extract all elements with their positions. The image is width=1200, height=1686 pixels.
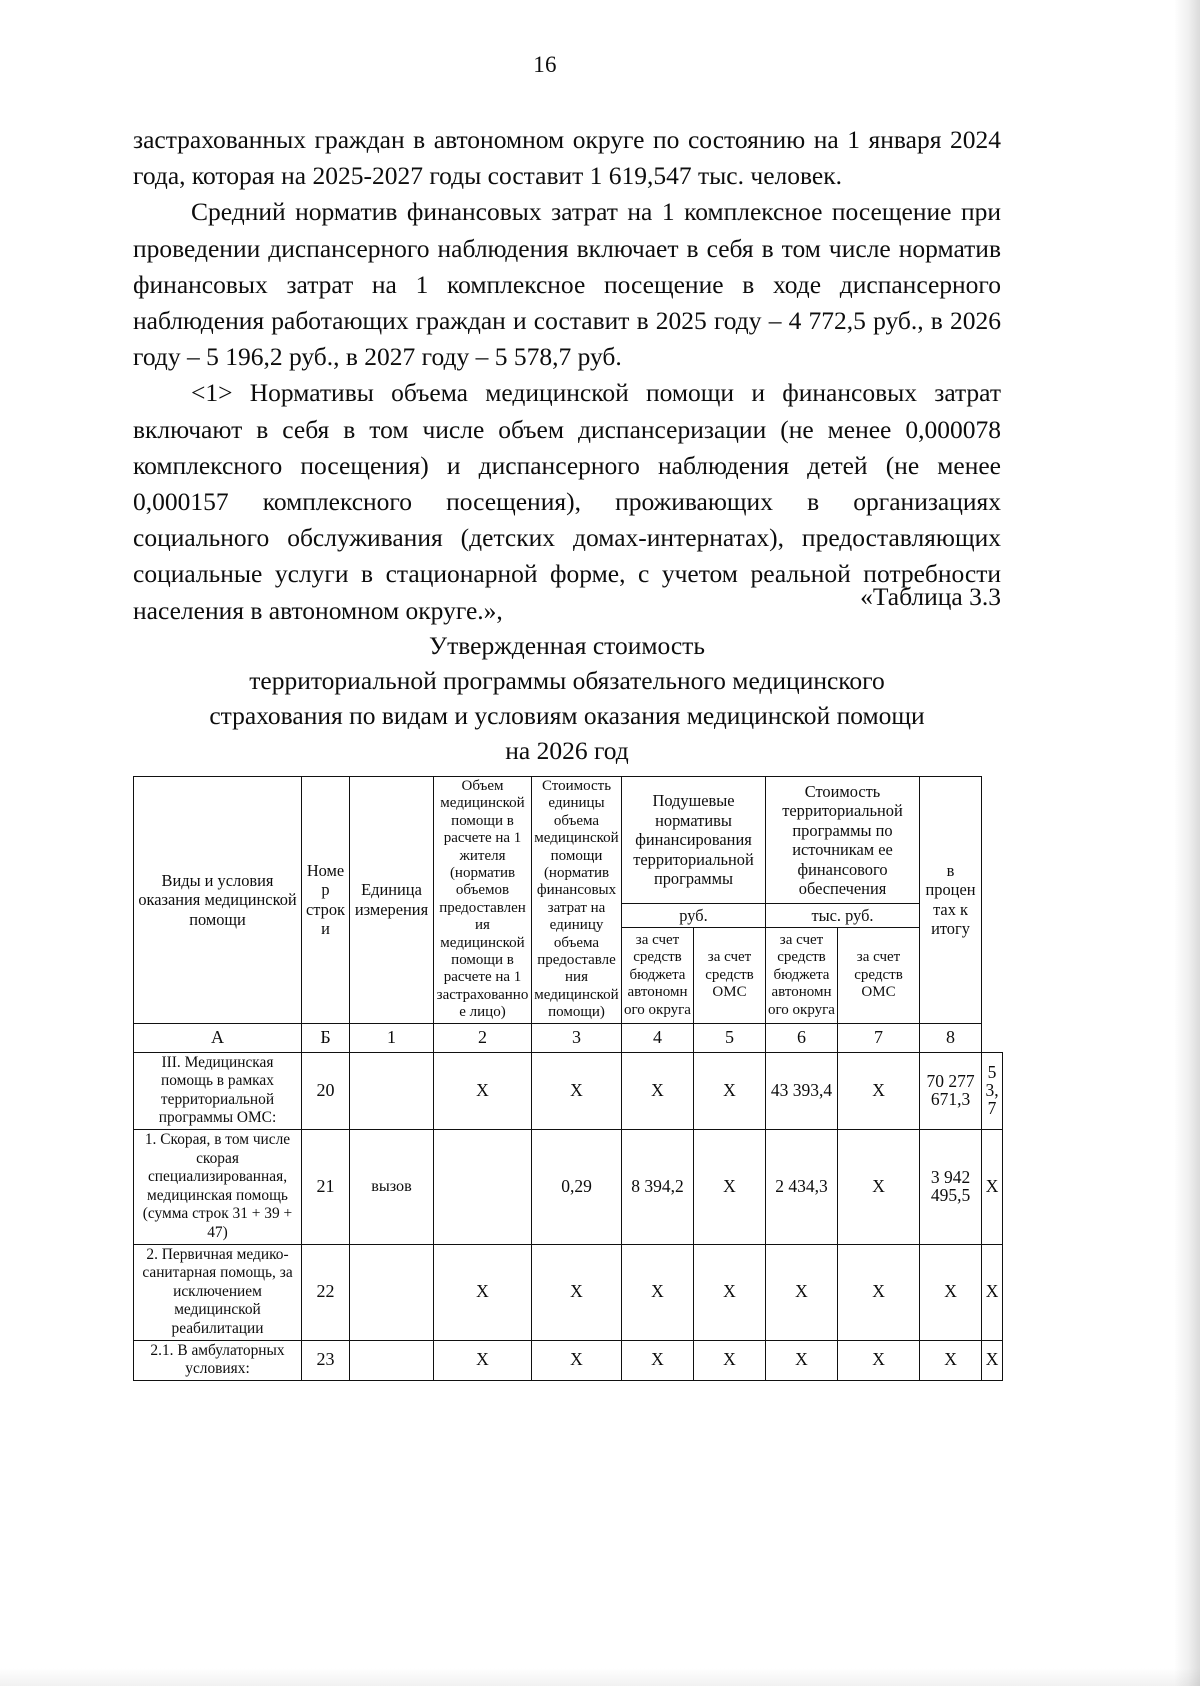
row-unit: вызов	[350, 1130, 434, 1245]
row-name: 1. Скорая, в том числе скорая специализированная, медицинская помощь (сумма строк 31 + 39 + 47)	[134, 1130, 302, 1245]
row-col-7: Х	[920, 1244, 982, 1340]
row-col-2: Х	[532, 1052, 622, 1129]
row-col-2: 0,29	[532, 1130, 622, 1245]
table-row	[134, 1130, 1003, 1245]
header-budget-okrug-rub: за счет средств бюджета автономного округа	[622, 928, 694, 1024]
column-number-row	[134, 1023, 1003, 1052]
table-head	[134, 777, 1003, 1053]
header-rub: руб.	[622, 904, 766, 928]
col-number-4: 4	[622, 1023, 694, 1052]
row-col-6: Х	[838, 1130, 920, 1245]
row-name: 2.1. В амбулаторных условиях:	[134, 1340, 302, 1380]
body-text	[133, 122, 1001, 629]
col-number-2: 2	[434, 1023, 532, 1052]
row-col-6: Х	[838, 1340, 920, 1380]
table-title-line-4: на 2026 год	[505, 736, 629, 765]
row-col-2: Х	[532, 1340, 622, 1380]
header-program-cost: Стоимость территориальной программы по источникам ее финансового обеспечения	[766, 777, 920, 904]
paragraph-3: <1> Нормативы объема медицинской помощи и финансовых затрат включают в себя в том числе объем диспансеризации (не менее 0,000078 комплексного посещения) и диспансерного наблюдения детей (не менее 0,000157 комплексного посещения), проживающих в организациях социального обслуживания (детских домах-интернатах), предоставляющих социальные услуги в стационарной форме, с учетом реальной потребности населения в автономном округе.»,	[133, 378, 1001, 625]
table-row	[134, 1052, 1003, 1129]
row-number: 21	[302, 1130, 350, 1245]
table-label: «Таблица 3.3	[860, 582, 1001, 611]
header-budget-okrug-thous: за счет средств бюджета автономного округа	[766, 928, 838, 1024]
paragraph-1: застрахованных граждан в автономном округе по состоянию на 1 января 2024 года, которая на 2025-2027 годы составит 1 619,547 тыс. человек.	[133, 125, 1001, 191]
table-title-line-3: страхования по видам и условиям оказания медицинской помощи	[209, 701, 925, 730]
row-col-4: Х	[694, 1340, 766, 1380]
col-number-b: Б	[302, 1023, 350, 1052]
row-col-1: Х	[434, 1052, 532, 1129]
header-row-number: Номер строки	[302, 777, 350, 1024]
row-col-8: Х	[982, 1340, 1003, 1380]
table-row	[134, 1340, 1003, 1380]
col-number-1: 1	[350, 1023, 434, 1052]
row-number: 23	[302, 1340, 350, 1380]
header-unit: Единица измерения	[350, 777, 434, 1024]
row-col-5: Х	[766, 1340, 838, 1380]
header-volume: Объем медицинской помощи в расчете на 1 жителя (норматив объемов предоставления медицинской помощи в расчете на 1 застрахованное лицо)	[434, 777, 532, 1024]
header-oms-thous: за счет средств ОМС	[838, 928, 920, 1024]
page-number: 16	[533, 52, 557, 77]
row-col-7: 70 277 671,3	[920, 1052, 982, 1129]
row-col-7: 3 942 495,5	[920, 1130, 982, 1245]
row-col-6: Х	[838, 1052, 920, 1129]
row-name: III. Медицинская помощь в рамках территориальной программы ОМС:	[134, 1052, 302, 1129]
row-col-3: Х	[622, 1244, 694, 1340]
row-col-1: Х	[434, 1244, 532, 1340]
col-number-8: 8	[920, 1023, 982, 1052]
col-number-6: 6	[766, 1023, 838, 1052]
header-unit-cost: Стоимость единицы объема медицинской помощи (норматив финансовых затрат на единицу объема предоставления медицинской помощи)	[532, 777, 622, 1024]
col-number-5: 5	[694, 1023, 766, 1052]
row-col-4: Х	[694, 1052, 766, 1129]
cost-table-wrapper	[133, 776, 1003, 1381]
table-title	[133, 628, 1001, 768]
row-name: 2. Первичная медико-санитарная помощь, за исключением медицинской реабилитации	[134, 1244, 302, 1340]
row-col-8: Х	[982, 1130, 1003, 1245]
row-col-8: Х	[982, 1244, 1003, 1340]
row-col-5: 43 393,4	[766, 1052, 838, 1129]
row-number: 20	[302, 1052, 350, 1129]
row-unit	[350, 1340, 434, 1380]
row-col-3: 8 394,2	[622, 1130, 694, 1245]
scan-edge-right	[1174, 0, 1200, 1686]
header-oms-rub: за счет средств ОМС	[694, 928, 766, 1024]
row-col-3: Х	[622, 1052, 694, 1129]
header-thousand-rub: тыс. руб.	[766, 904, 920, 928]
row-col-7: Х	[920, 1340, 982, 1380]
table-title-line-2: территориальной программы обязательного медицинского	[249, 666, 885, 695]
table-body	[134, 1052, 1003, 1380]
row-col-4: Х	[694, 1244, 766, 1340]
scan-edge-bottom	[0, 1668, 1200, 1686]
header-percent: в процентах к итогу	[920, 777, 982, 1024]
row-col-2: Х	[532, 1244, 622, 1340]
table-row	[134, 1244, 1003, 1340]
paragraph-2: Средний норматив финансовых затрат на 1 комплексное посещение при проведении диспансерного наблюдения включает в себя в том числе норматив финансовых затрат на 1 комплексное посещение в ходе диспансерного наблюдения работающих граждан и составит в 2025 году – 4 772,5 руб., в 2026 году – 5 196,2 руб., в 2027 году – 5 578,7 руб.	[133, 197, 1001, 372]
col-number-7: 7	[838, 1023, 920, 1052]
row-col-5: 2 434,3	[766, 1130, 838, 1245]
cost-table	[133, 776, 1003, 1381]
row-col-5: Х	[766, 1244, 838, 1340]
header-row-1	[134, 777, 1003, 904]
row-col-6: Х	[838, 1244, 920, 1340]
header-name: Виды и условия оказания медицинской помощи	[134, 777, 302, 1024]
row-col-4: Х	[694, 1130, 766, 1245]
row-number: 22	[302, 1244, 350, 1340]
row-col-1: Х	[434, 1340, 532, 1380]
row-col-3: Х	[622, 1340, 694, 1380]
table-title-line-1: Утвержденная стоимость	[429, 631, 705, 660]
row-col-1	[434, 1130, 532, 1245]
row-col-8: 53,7	[982, 1052, 1003, 1129]
col-number-3: 3	[532, 1023, 622, 1052]
col-number-a: А	[134, 1023, 302, 1052]
header-per-capita: Подушевые нормативы финансирования территориальной программы	[622, 777, 766, 904]
row-unit	[350, 1052, 434, 1129]
row-unit	[350, 1244, 434, 1340]
